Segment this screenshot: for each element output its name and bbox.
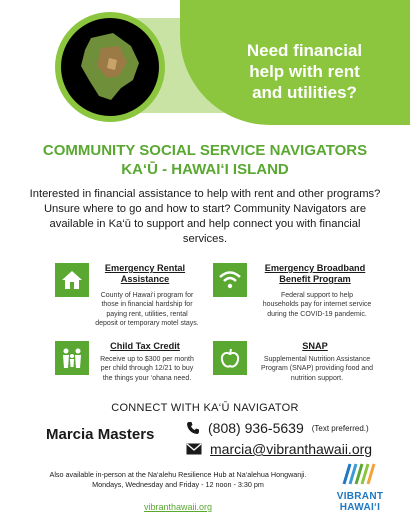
program-description-line: paying rent, utilities, rental (106, 310, 188, 318)
email-row (186, 441, 372, 457)
program-title (95, 341, 195, 352)
navigator-name: Marcia Masters (46, 426, 155, 443)
phone-row (186, 420, 369, 436)
program-description-line: households pay for internet service (262, 301, 372, 309)
program-description-line: Supplemental Nutrition Assistance (263, 356, 371, 363)
program-title (255, 263, 375, 285)
island-map-image (55, 12, 165, 122)
headline-line: help with rent (249, 62, 360, 81)
email-link[interactable]: marcia@vibranthawaii.org (210, 441, 373, 457)
program-title (255, 341, 375, 352)
program-description-line: County of Hawai‘i program for (100, 292, 194, 299)
program-description-line: Federal support to help (281, 292, 353, 299)
logo-text-line: VIBRANT (336, 491, 384, 502)
logo-text-line: HAWAI‘I (339, 502, 381, 513)
wifi-icon (213, 263, 247, 297)
program-description-line: deposit or temporary motel stays. (95, 320, 199, 328)
hawaii-island-icon (61, 18, 159, 116)
vibrant-hawaii-logo (330, 462, 390, 513)
footer-info (48, 470, 308, 490)
headline-line: Need financial (246, 41, 363, 60)
program-title (95, 263, 195, 285)
phone-note: (Text preferred.) (311, 423, 369, 433)
footer-line: Also available in-person at the Na‘alehu Resilience Hub at Na‘alehua Hongwanji. (49, 470, 307, 479)
program-title-line: Benefit Program (279, 274, 351, 284)
program-title-line: Child Tax Credit (110, 341, 180, 351)
program-card-snap (213, 341, 398, 391)
contact-heading: CONNECT WITH KA‘Ū NAVIGATOR (111, 402, 299, 414)
program-description (92, 291, 202, 329)
program-title-line: SNAP (302, 341, 328, 351)
family-icon (55, 341, 89, 375)
program-description-line: Receive up to $300 per month (100, 356, 194, 363)
house-icon (55, 263, 89, 297)
website-link[interactable]: vibranthawaii.org (143, 502, 213, 512)
program-description (253, 355, 381, 383)
phone-icon (186, 421, 200, 435)
headline-line: and utilities? (252, 83, 357, 102)
page-title: COMMUNITY SOCIAL SERVICE NAVIGATORS (42, 142, 368, 159)
apple-icon (213, 341, 247, 375)
program-description (253, 291, 381, 319)
program-title-line: Emergency Rental (104, 263, 186, 273)
footer-line: Mondays, Wednesday and Friday - 12 noon - 3:30 pm (92, 480, 264, 489)
program-description (92, 355, 202, 383)
program-description-line: during the COVID-19 pandemic. (267, 310, 367, 318)
program-description-line: the things your ‘ohana need. (102, 374, 192, 382)
page-subtitle: KA‘Ū - HAWAI‘I ISLAND (121, 161, 289, 178)
headline (217, 40, 392, 103)
logo-mark-icon (340, 462, 380, 486)
intro-paragraph: Interested in financial assistance to help with rent and other programs? Unsure where to go and how to start? Community Navigators are available in Ka‘ū to support and help connect you with financial services. (29, 188, 381, 245)
phone-number[interactable]: (808) 936-5639 (208, 420, 304, 436)
program-card-broadband (213, 263, 398, 329)
program-description-line: per child through 12/21 to buy (100, 365, 194, 373)
envelope-icon (186, 443, 202, 455)
program-title-line: Assistance (120, 274, 170, 284)
program-title-line: Emergency Broadband (264, 263, 366, 273)
program-description-line: those in financial hardship for (101, 301, 193, 309)
program-description-line: Program (SNAP) providing food and (260, 365, 374, 373)
program-description-line: nutrition support. (290, 374, 344, 382)
